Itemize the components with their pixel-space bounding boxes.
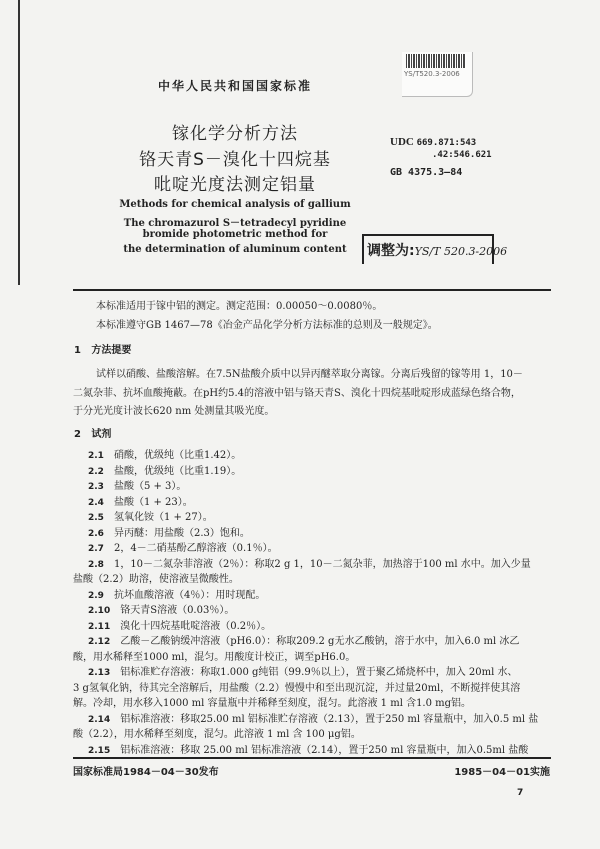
reagent-item-number: 2.9 [88, 590, 104, 601]
section-1-heading [74, 341, 131, 356]
title-line-3: 吡啶光度法测定铝量 [154, 175, 316, 195]
reagent-item-number: 2.12 [88, 637, 111, 647]
reagent-item-text: 1，10－二氮杂菲溶液（2％）：称取2 g 1，10－二氮杂菲，加热溶于100 ml 水中。加入少量 [113, 558, 531, 570]
reagent-item-number: 2.3 [88, 482, 104, 492]
reagent-item-continuation: 盐酸（2.2）助溶，使溶液呈微酸性。 [73, 574, 239, 585]
section-2-number: 2 [74, 429, 81, 440]
reagent-item-number: 2.14 [88, 714, 111, 725]
reagent-item-text: 2，4－二硝基酚乙醇溶液（0.1％）。 [113, 543, 278, 554]
reagent-item-text: 盐酸，优级纯（比重1.19）。 [113, 465, 242, 477]
reagent-item-number: 2.1 [88, 451, 104, 461]
adjusted-value: YS/T 520.3-2006 [414, 245, 508, 258]
reagent-item [88, 508, 213, 523]
reagent-item-number: 2.5 [88, 513, 104, 523]
udc-line-2: .42:546.621 [432, 150, 492, 160]
reagent-item-continuation: 酸（2.2），用水稀释至刻度，混匀。此溶液 1 ml 含 100 μg铝。 [73, 729, 361, 740]
english-title-line-1: Methods for chemical analysis of gallium [119, 199, 351, 210]
reagent-item [88, 446, 241, 461]
reagent-item-text: 硝酸，优级纯（比重1.42）。 [113, 450, 242, 461]
reagent-item-number: 2.13 [88, 668, 111, 678]
reagent-item [88, 741, 528, 756]
adjusted-label: 调整为: [367, 243, 415, 259]
section-1-title: 方法提要 [91, 345, 132, 356]
section-2-title: 试剂 [91, 429, 112, 440]
reagent-item [88, 524, 250, 539]
reagent-item-number: 2.11 [88, 621, 111, 632]
udc-line-1: 669.871:543 [416, 138, 477, 148]
reagent-item [88, 477, 186, 492]
effective-date: 1985－04－01实施 [454, 767, 550, 778]
reagent-item-number: 2.6 [88, 528, 104, 539]
udc-code [390, 137, 492, 161]
reagent-item [88, 663, 517, 678]
section-1-line-3: 于分光光度计波长620 nm 处测量其吸光度。 [73, 406, 275, 417]
section-2-heading [74, 425, 111, 440]
gb-number: GB 4375.3—84 [390, 167, 463, 178]
intro-line-1: 本标准适用于镓中铝的测定。测定范围：0.00050～0.0080％。 [96, 301, 383, 312]
reagent-item [88, 632, 519, 647]
reagent-item-text: 铝标准溶液：移取 25.00 ml 铝标准溶液（2.14），置于250 ml 容量瓶中，加入0.5ml 盐酸 [120, 744, 529, 756]
reagent-item [88, 462, 241, 477]
reagent-item-text: 盐酸（1 + 23）。 [113, 496, 193, 508]
reagent-item-continuation: 酸，用水稀释至1000 ml，混匀。用酸度计校正，调至pH6.0。 [73, 651, 356, 663]
intro-line-2: 本标准遵守GB 1467—78《冶金产品化学分析方法标准的总则及一般规定》。 [96, 320, 438, 331]
section-1-number: 1 [74, 345, 81, 356]
english-title-line-3: bromide photometric method for [142, 229, 328, 240]
issued-date: 国家标准局1984－04－30发布 [73, 767, 219, 778]
reagent-item-number: 2.8 [88, 559, 104, 570]
reagent-item-number: 2.2 [88, 466, 104, 477]
title-line-2: 铬天青S－溴化十四烷基 [139, 150, 331, 170]
reagent-item-continuation: 3 g氢氧化钠，待其完全溶解后，用盐酸（2.2）慢慢中和至出现沉淀，并过量20ml，不断搅拌使其溶 [73, 682, 521, 694]
footer-rule [73, 757, 551, 759]
english-title-line-2: The chromazurol S－tetradecyl pyridine [123, 218, 347, 229]
sticker-code: YS/T520.3-2006 [404, 70, 460, 78]
reagent-item-text: 抗坏血酸溶液（4％）：用时现配。 [113, 589, 266, 601]
reagent-item-text: 乙酸－乙酸钠缓冲溶液（pH6.0）：称取209.2 g无水乙酸钠，溶于水中，加入6.0 ml 冰乙 [120, 636, 520, 647]
reagent-item-number: 2.10 [88, 606, 111, 616]
section-1-line-1: 试样以硝酸、盐酸溶解。在7.5N盐酸介质中以异丙醚萃取分离镓。分离后残留的镓等用 1，10－ [96, 369, 523, 380]
adjusted-stamp [362, 234, 508, 264]
section-1-line-2: 二氮杂菲、抗坏血酸掩蔽。在pH约5.4的溶液中铝与铬天青S、溴化十四烷基吡啶形成蓝绿色络合物， [73, 388, 521, 399]
national-standard-heading: 中华人民共和国国家标准 [157, 79, 312, 93]
reagent-item-text: 氢氧化铵（1 + 27）。 [113, 512, 213, 523]
reagent-item [88, 539, 278, 554]
reagent-item-continuation: 解。冷却，用水移入1000 ml 容量瓶中并稀释至刻度，混匀。此溶液 1 ml 含1.0 mg铝。 [73, 698, 472, 709]
reagent-item [88, 555, 531, 570]
reagent-item [88, 586, 265, 601]
english-title-line-4: the determination of aluminum content [123, 244, 347, 255]
page-number: 7 [517, 788, 524, 798]
reagent-item [88, 617, 271, 632]
header-rule [73, 289, 551, 291]
reagent-item-number: 2.7 [88, 544, 104, 554]
reagent-item-text: 盐酸（5 + 3）。 [113, 481, 187, 492]
reagent-item-text: 铝标准溶液：移取25.00 ml 铝标准贮存溶液（2.13），置于250 ml 容量瓶中，加入0.5 ml 盐 [120, 713, 539, 725]
reagent-item-text: 铝标准贮存溶液：称取1.000 g纯铝（99.9％以上），置于聚乙烯烧杯中，加入 20ml 水、 [120, 667, 518, 678]
reagent-item-text: 溴化十四烷基吡啶溶液（0.2％）。 [120, 620, 272, 632]
reagent-item [88, 601, 234, 616]
reagent-item-number: 2.15 [88, 745, 111, 756]
barcode-icon [406, 54, 466, 68]
udc-label: UDC [390, 136, 414, 148]
reagent-item [88, 493, 193, 508]
reagent-item-text: 异丙醚：用盐酸（2.3）饱和。 [113, 527, 250, 539]
reagent-item-number: 2.4 [88, 497, 104, 508]
title-line-1: 镓化学分析方法 [172, 124, 298, 144]
reagent-item [88, 710, 538, 725]
reagent-item-text: 铬天青S溶液（0.03％）。 [120, 605, 235, 616]
